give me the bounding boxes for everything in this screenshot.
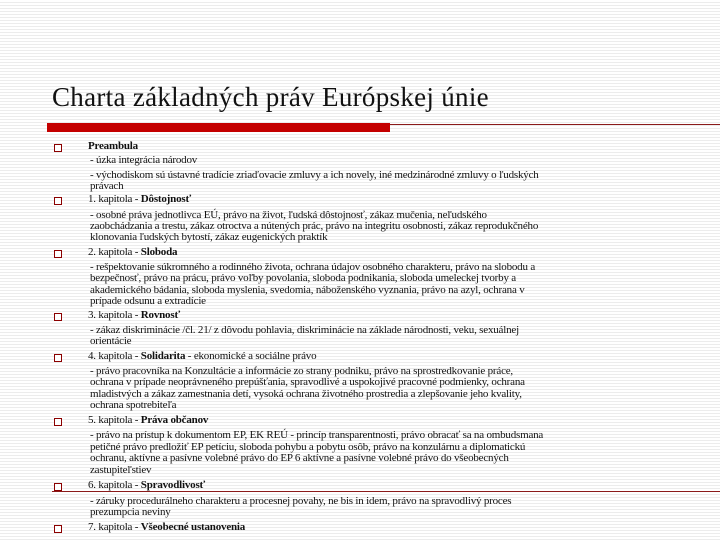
heading-prefix: 3. kapitola -	[88, 309, 141, 321]
section-heading	[88, 140, 138, 152]
title-underline-bar	[47, 123, 390, 132]
section-text-line: - právo na prístup k dokumentom EP, EK REÚ - princíp transparentnosti, právo obracať sa na ombudsmana	[90, 429, 544, 441]
section-text-line: ochrana v prípade neoprávneného prepúšťania, spravodlivé a uspokojivé pracovné podmienky, ochrana	[90, 376, 525, 388]
section-text-line: - rešpektovanie súkromného a rodinného života, ochrana údajov osobného charakteru, právo na slobodu a	[90, 261, 536, 273]
heading-title: Solidarita	[140, 350, 186, 362]
bullet-icon	[54, 525, 62, 533]
section-text-line: zaobchádzania a trestu, zákaz otroctva a nútených prác, právo na integritu osobnosti, zákaz reprodukčného	[90, 220, 539, 232]
bullet-icon	[54, 354, 62, 362]
bullet-icon	[54, 483, 62, 491]
section-text-line: - právo pracovníka na Konzultácie a informácie zo strany podniku, právo na sprostredkovanie práce,	[90, 365, 513, 377]
heading-title: Všeobecné ustanovenia	[140, 521, 246, 533]
section-heading	[88, 521, 245, 533]
heading-suffix: - ekonomické a sociálne právo	[185, 350, 317, 362]
slide-title: Charta základných práv Európskej únie	[52, 82, 489, 112]
section-text-line: prezumpcia neviny	[90, 506, 171, 518]
section-heading	[88, 193, 191, 205]
heading-title: Dôstojnosť	[140, 193, 191, 205]
section-heading	[88, 414, 208, 426]
section-text-line: - záruky procedurálneho charakteru a procesnej povahy, ne bis in idem, právo na spravodlivý proces	[90, 495, 512, 507]
section-text-line: - východiskom sú ústavné tradície zriaďovacie zmluvy a ich novely, iné medzinárodné zmluvy o ľudských	[90, 169, 539, 181]
section-heading	[88, 309, 180, 321]
section-text-line: - úzka integrácia národov	[90, 154, 198, 166]
section-heading	[88, 246, 177, 258]
bullet-icon	[54, 313, 62, 321]
bullet-icon	[54, 250, 62, 258]
section-text-line: ochrana spotrebiteľa	[90, 399, 177, 411]
section-text-line: akademického bádania, sloboda myslenia, svedomia, náboženského vyznania, právo na azyl, ochrana v	[90, 284, 525, 296]
bullet-icon	[54, 418, 62, 426]
heading-title: Preambula	[88, 140, 138, 152]
heading-prefix: 7. kapitola -	[88, 521, 141, 533]
section-text-line: ochranu, aktívne a pasívne volebné právo do EP 6 aktívne a pasívne volebné právo do všeobecných	[90, 452, 509, 464]
section-text-line: zastupiteľstiev	[90, 464, 152, 476]
section-text-line: - osobné práva jednotlivca EÚ, právo na život, ľudská dôstojnosť, zákaz mučenia, neľudského	[90, 209, 487, 221]
section-text-line: petičné právo predložiť EP petíciu, sloboda pohybu a pobytu osôb, právo na konzulárnu a diplomatickú	[90, 441, 526, 453]
heading-prefix: 6. kapitola -	[88, 479, 141, 491]
title-divider-line	[390, 124, 720, 125]
heading-title: Sloboda	[140, 246, 178, 258]
heading-prefix: 4. kapitola -	[88, 350, 141, 362]
bullet-icon	[54, 197, 62, 205]
section-text-line: - zákaz diskriminácie /čl. 21/ z dôvodu pohlavia, diskriminácie na základe národnosti, veku, sexuálnej	[90, 324, 519, 336]
heading-title: Práva občanov	[140, 414, 209, 426]
heading-prefix: 5. kapitola -	[88, 414, 141, 426]
heading-title: Rovnosť	[140, 309, 180, 321]
heading-prefix: 2. kapitola -	[88, 246, 141, 258]
section-text-line: právach	[90, 180, 124, 192]
section-text-line: prípade odsunu a extradície	[90, 295, 206, 307]
section-heading	[88, 479, 205, 491]
section-heading	[88, 350, 316, 362]
heading-prefix: 1. kapitola -	[88, 193, 141, 205]
bullet-icon	[54, 144, 62, 152]
heading-title: Spravodlivosť	[140, 479, 206, 491]
divider-line	[52, 491, 720, 492]
section-text-line: orientácie	[90, 335, 132, 347]
section-text-line: klonovania ľudských bytostí, zákaz eugenických praktík	[90, 231, 328, 243]
section-text-line: mladistvých a zákaz zamestnania detí, vysoká ochrana životného prostredia a zlepšovanie jeho kvality,	[90, 388, 522, 400]
section-text-line: bezpečnosť, právo na prácu, právo voľby povolania, sloboda podnikania, sloboda umeleckej tvorby a	[90, 272, 516, 284]
